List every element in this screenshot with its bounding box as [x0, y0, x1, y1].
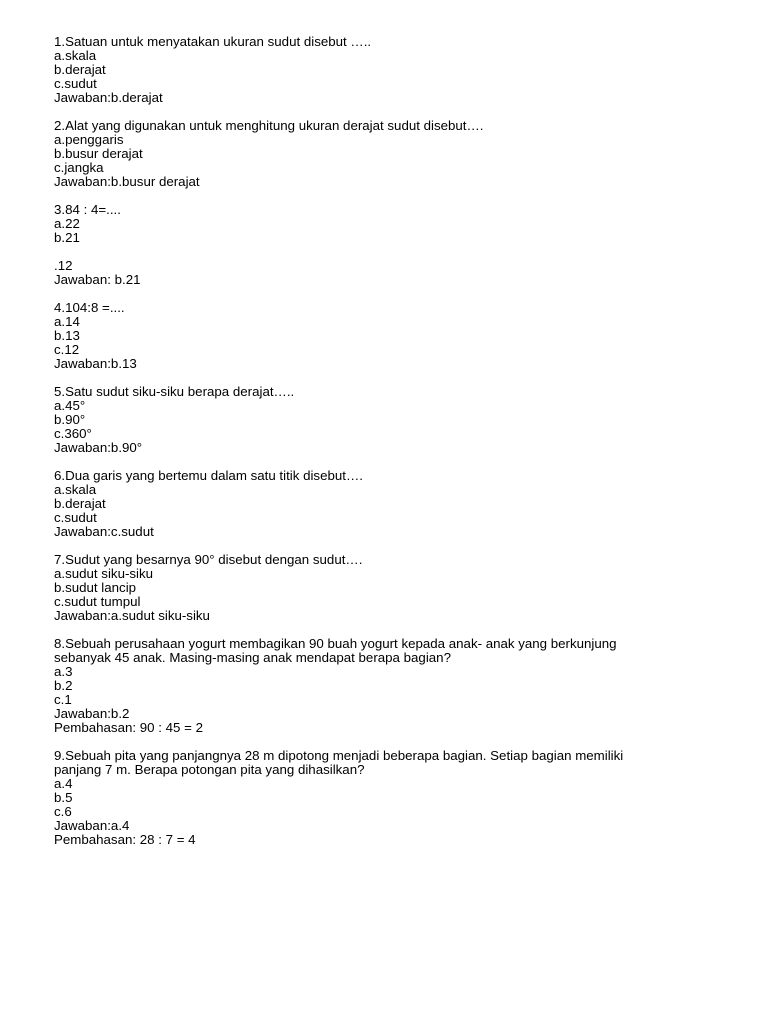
option-c: c.6: [54, 804, 72, 819]
option-a: a.penggaris: [54, 132, 124, 147]
question-8: [54, 637, 734, 735]
option-b: b.13: [54, 328, 80, 343]
question-text-continued: sebanyak 45 anak. Masing-masing anak mendapat berapa bagian?: [54, 650, 451, 665]
answer: Jawaban:b.derajat: [54, 90, 163, 105]
question-1: [54, 35, 734, 105]
answer: Jawaban:b.2: [54, 706, 130, 721]
option-b: b.21: [54, 230, 80, 245]
question-9: [54, 749, 734, 847]
option-b: b.derajat: [54, 62, 106, 77]
option-b: b.5: [54, 790, 73, 805]
answer: Jawaban:b.busur derajat: [54, 174, 200, 189]
question-3-continued: [54, 259, 734, 287]
option-c: c.1: [54, 692, 72, 707]
option-a: a.45°: [54, 398, 86, 413]
answer: Jawaban:b.13: [54, 356, 137, 371]
option-c: c.sudut tumpul: [54, 594, 141, 609]
option-b: b.busur derajat: [54, 146, 143, 161]
option-c: c.sudut: [54, 76, 97, 91]
question-text: 3.84 : 4=....: [54, 202, 121, 217]
document-page: [54, 35, 734, 861]
answer: Jawaban:c.sudut: [54, 524, 154, 539]
question-text: 1.Satuan untuk menyatakan ukuran sudut disebut …..: [54, 34, 372, 49]
question-5: [54, 385, 734, 455]
question-text: 7.Sudut yang besarnya 90° disebut dengan sudut….: [54, 552, 363, 567]
option-c: c.jangka: [54, 160, 104, 175]
explanation: Pembahasan: 90 : 45 = 2: [54, 720, 203, 735]
question-3: [54, 203, 734, 245]
answer: Jawaban: b.21: [54, 272, 141, 287]
option-c: c.360°: [54, 426, 92, 441]
question-text: 4.104:8 =....: [54, 300, 125, 315]
option-c: .12: [54, 258, 73, 273]
option-b: b.sudut lancip: [54, 580, 137, 595]
answer: Jawaban:a.sudut siku-siku: [54, 608, 210, 623]
question-text: 5.Satu sudut siku-siku berapa derajat…..: [54, 384, 295, 399]
option-a: a.14: [54, 314, 80, 329]
question-text: 9.Sebuah pita yang panjangnya 28 m dipotong menjadi beberapa bagian. Setiap bagian memiliki: [54, 748, 624, 763]
option-a: a.sudut siku-siku: [54, 566, 154, 581]
option-c: c.12: [54, 342, 80, 357]
answer: Jawaban:b.90°: [54, 440, 143, 455]
option-b: b.90°: [54, 412, 86, 427]
question-7: [54, 553, 734, 623]
question-text: 8.Sebuah perusahaan yogurt membagikan 90 buah yogurt kepada anak- anak yang berkunjung: [54, 636, 617, 651]
option-b: b.2: [54, 678, 73, 693]
explanation: Pembahasan: 28 : 7 = 4: [54, 832, 196, 847]
question-text-continued: panjang 7 m. Berapa potongan pita yang dihasilkan?: [54, 762, 365, 777]
option-a: a.22: [54, 216, 80, 231]
question-text: 6.Dua garis yang bertemu dalam satu titik disebut….: [54, 468, 363, 483]
option-a: a.3: [54, 664, 73, 679]
question-2: [54, 119, 734, 189]
option-b: b.derajat: [54, 496, 106, 511]
option-a: a.skala: [54, 482, 97, 497]
option-a: a.skala: [54, 48, 97, 63]
option-a: a.4: [54, 776, 73, 791]
question-text: 2.Alat yang digunakan untuk menghitung ukuran derajat sudut disebut….: [54, 118, 484, 133]
question-4: [54, 301, 734, 371]
question-6: [54, 469, 734, 539]
answer: Jawaban:a.4: [54, 818, 130, 833]
option-c: c.sudut: [54, 510, 97, 525]
